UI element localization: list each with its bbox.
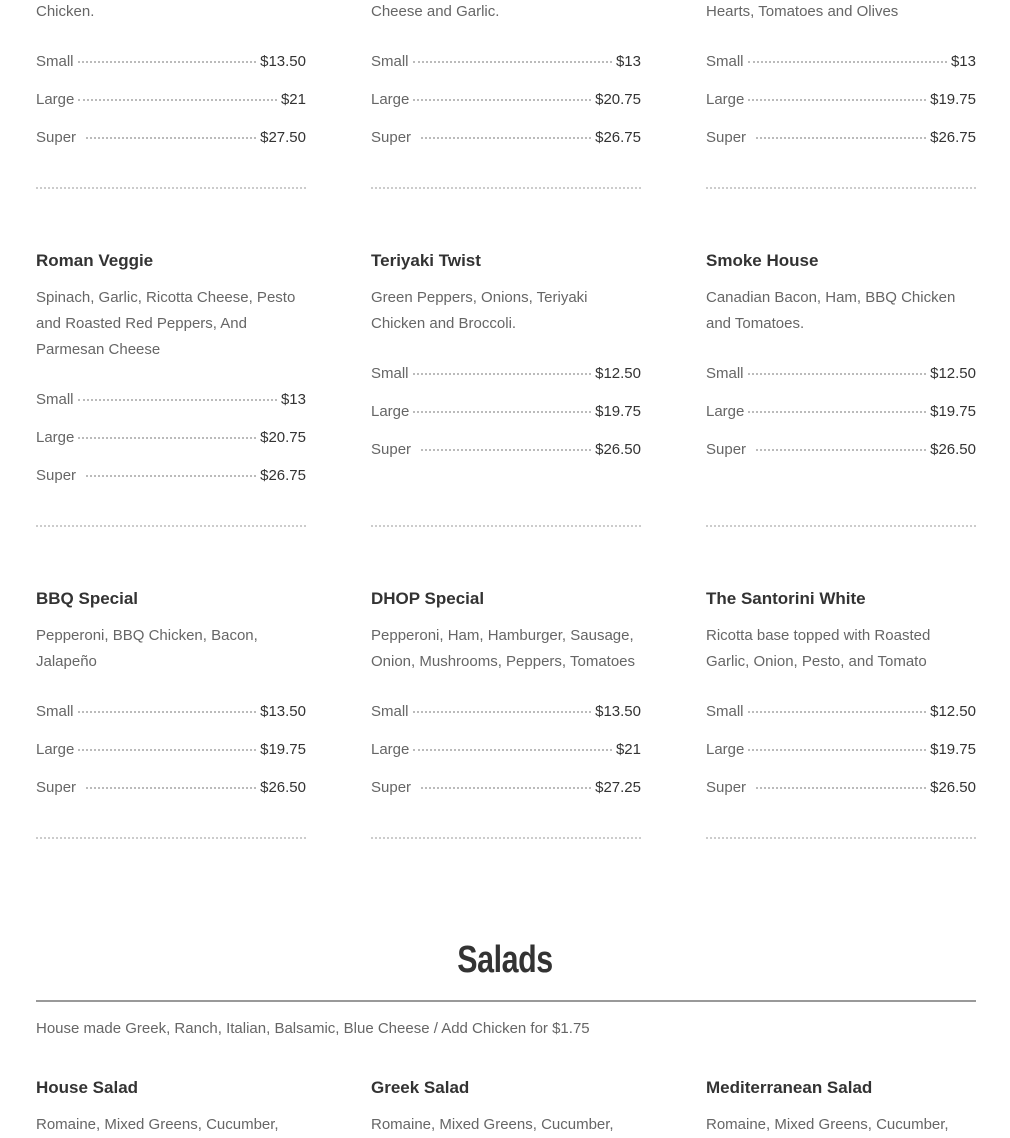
item-description: Pepperoni, BBQ Chicken, Bacon, Jalapeño: [36, 627, 258, 670]
menu-item: [36, 1076, 306, 1138]
dot-leader: [78, 61, 257, 63]
dot-leader: [78, 437, 256, 439]
price-row: [36, 43, 306, 81]
price-row: [36, 381, 306, 419]
price-list: [36, 693, 306, 807]
dot-leader: [86, 475, 256, 477]
dot-leader: [413, 99, 591, 101]
price-value: $26.75: [595, 129, 641, 146]
price-value: $12.50: [930, 365, 976, 382]
price-value: $21: [615, 741, 641, 758]
size-label: Super: [371, 779, 412, 796]
price-value: $27.25: [595, 779, 641, 796]
dot-leader: [748, 61, 947, 63]
size-label: Small: [706, 703, 744, 720]
price-value: $26.50: [930, 779, 976, 796]
item-description: Ricotta base topped with Roasted Garlic, Onion, Pesto, and Tomato: [706, 627, 931, 670]
price-row: [371, 731, 641, 769]
menu-item: [36, 587, 306, 839]
item-description: Pepperoni, Ham, Hamburger, Sausage, Onion, Mushrooms, Peppers, Tomatoes: [371, 627, 636, 670]
price-value: $13.50: [260, 53, 306, 70]
item-divider: [371, 157, 641, 189]
dot-leader: [748, 749, 926, 751]
price-row: [706, 731, 976, 769]
item-divider: [371, 807, 641, 839]
dot-leader: [413, 411, 591, 413]
size-label: Super: [706, 129, 747, 146]
size-label: Large: [371, 403, 410, 420]
price-value: $13.50: [595, 703, 641, 720]
price-list: [706, 43, 976, 157]
size-label: Small: [371, 365, 409, 382]
size-label: Super: [371, 129, 412, 146]
dot-leader: [78, 399, 277, 401]
price-value: $13: [950, 53, 976, 70]
size-label: Super: [36, 779, 77, 796]
dot-leader: [748, 373, 927, 375]
size-label: Small: [36, 53, 74, 70]
dot-leader: [413, 61, 612, 63]
menu-item: [706, 1076, 976, 1138]
size-label: Large: [36, 429, 75, 446]
dot-leader: [413, 749, 612, 751]
dot-leader: [748, 711, 927, 713]
dot-leader: [86, 137, 256, 139]
salads-grid: [36, 1076, 976, 1138]
item-title: BBQ Special: [36, 589, 139, 608]
menu-row: [36, 249, 976, 527]
price-value: $26.75: [930, 129, 976, 146]
item-title: Teriyaki Twist: [371, 251, 481, 270]
item-description: Romaine, Mixed Greens, Cucumber,: [706, 1116, 949, 1133]
price-list: [371, 355, 641, 469]
menu-row: [36, 0, 976, 189]
dot-leader: [756, 449, 926, 451]
size-label: Large: [706, 741, 745, 758]
dot-leader: [421, 449, 591, 451]
menu-item: [706, 587, 976, 839]
item-title: House Salad: [36, 1078, 139, 1097]
menu-row: [36, 587, 976, 839]
dot-leader: [421, 137, 591, 139]
price-value: $12.50: [930, 703, 976, 720]
size-label: Large: [371, 91, 410, 108]
dot-leader: [756, 137, 926, 139]
dot-leader: [78, 749, 256, 751]
dot-leader: [78, 99, 277, 101]
price-row: [706, 355, 976, 393]
price-value: $26.50: [930, 441, 976, 458]
size-label: Small: [706, 365, 744, 382]
price-row: [371, 393, 641, 431]
menu-item: [371, 1076, 641, 1138]
price-row: [36, 419, 306, 457]
price-value: $12.50: [595, 365, 641, 382]
price-list: [371, 43, 641, 157]
size-label: Large: [371, 741, 410, 758]
price-list: [371, 693, 641, 807]
menu-item: [706, 0, 976, 189]
item-title: Greek Salad: [371, 1078, 470, 1097]
price-value: $27.50: [260, 129, 306, 146]
dot-leader: [421, 787, 591, 789]
size-label: Super: [36, 467, 77, 484]
item-divider: [706, 807, 976, 839]
salads-dressing-note: House made Greek, Ranch, Italian, Balsamic, Blue Cheese / Add Chicken for $1.75: [36, 1020, 590, 1037]
item-description: Romaine, Mixed Greens, Cucumber,: [371, 1116, 614, 1133]
dot-leader: [748, 99, 926, 101]
section-heading-salads: Salads: [457, 939, 553, 981]
price-row: [371, 119, 641, 157]
size-label: Large: [36, 91, 75, 108]
price-value: $20.75: [595, 91, 641, 108]
item-title: Smoke House: [706, 251, 819, 270]
size-label: Small: [706, 53, 744, 70]
size-label: Super: [36, 129, 77, 146]
item-divider: [371, 495, 641, 527]
price-row: [706, 431, 976, 469]
price-value: $19.75: [595, 403, 641, 420]
price-row: [706, 693, 976, 731]
size-label: Super: [371, 441, 412, 458]
dot-leader: [756, 787, 926, 789]
menu-item: [706, 249, 976, 527]
price-row: [371, 43, 641, 81]
price-value: $19.75: [930, 91, 976, 108]
item-title: Mediterranean Salad: [706, 1078, 873, 1097]
price-list: [36, 381, 306, 495]
menu-item: [371, 249, 641, 527]
size-label: Small: [371, 53, 409, 70]
size-label: Super: [706, 779, 747, 796]
price-list: [36, 43, 306, 157]
item-description: Cheese and Garlic.: [371, 3, 500, 20]
dot-leader: [748, 411, 926, 413]
size-label: Small: [36, 391, 74, 408]
price-list: [706, 693, 976, 807]
item-description: Chicken.: [36, 3, 95, 20]
price-value: $13: [280, 391, 306, 408]
size-label: Small: [36, 703, 74, 720]
dot-leader: [86, 787, 256, 789]
price-row: [371, 769, 641, 807]
price-row: [706, 119, 976, 157]
menu-item: [371, 0, 641, 189]
price-row: [706, 43, 976, 81]
item-description: Green Peppers, Onions, Teriyaki Chicken and Broccoli.: [371, 289, 588, 332]
menu-item: [371, 587, 641, 839]
price-row: [36, 693, 306, 731]
pizza-menu: [36, 0, 976, 839]
price-value: $19.75: [260, 741, 306, 758]
item-divider: [36, 807, 306, 839]
price-row: [371, 693, 641, 731]
item-divider: [36, 157, 306, 189]
price-row: [36, 769, 306, 807]
price-row: [36, 81, 306, 119]
price-row: [706, 393, 976, 431]
size-label: Small: [371, 703, 409, 720]
size-label: Large: [706, 91, 745, 108]
item-description: Canadian Bacon, Ham, BBQ Chicken and Tomatoes.: [706, 289, 956, 332]
item-description: Hearts, Tomatoes and Olives: [706, 3, 899, 20]
item-description: Spinach, Garlic, Ricotta Cheese, Pesto and Roasted Red Peppers, And Parmesan Cheese: [36, 289, 296, 358]
price-value: $26.50: [260, 779, 306, 796]
price-value: $13.50: [260, 703, 306, 720]
dot-leader: [413, 373, 592, 375]
price-value: $13: [615, 53, 641, 70]
price-row: [371, 355, 641, 393]
item-divider: [706, 495, 976, 527]
item-title: The Santorini White: [706, 589, 866, 608]
dot-leader: [413, 711, 592, 713]
price-row: [706, 769, 976, 807]
price-row: [706, 81, 976, 119]
dot-leader: [78, 711, 257, 713]
size-label: Super: [706, 441, 747, 458]
item-divider: [36, 495, 306, 527]
item-title: DHOP Special: [371, 589, 485, 608]
menu-item: [36, 0, 306, 189]
menu-item: [36, 249, 306, 527]
price-row: [36, 119, 306, 157]
price-value: $20.75: [260, 429, 306, 446]
size-label: Large: [706, 403, 745, 420]
price-value: $26.50: [595, 441, 641, 458]
price-value: $19.75: [930, 741, 976, 758]
item-description: Romaine, Mixed Greens, Cucumber,: [36, 1116, 279, 1133]
price-row: [36, 731, 306, 769]
price-value: $26.75: [260, 467, 306, 484]
size-label: Large: [36, 741, 75, 758]
item-divider: [706, 157, 976, 189]
price-value: $21: [280, 91, 306, 108]
price-value: $19.75: [930, 403, 976, 420]
price-row: [371, 81, 641, 119]
item-title: Roman Veggie: [36, 251, 154, 270]
price-row: [371, 431, 641, 469]
section-divider: [36, 1000, 976, 1002]
price-list: [706, 355, 976, 469]
price-row: [36, 457, 306, 495]
